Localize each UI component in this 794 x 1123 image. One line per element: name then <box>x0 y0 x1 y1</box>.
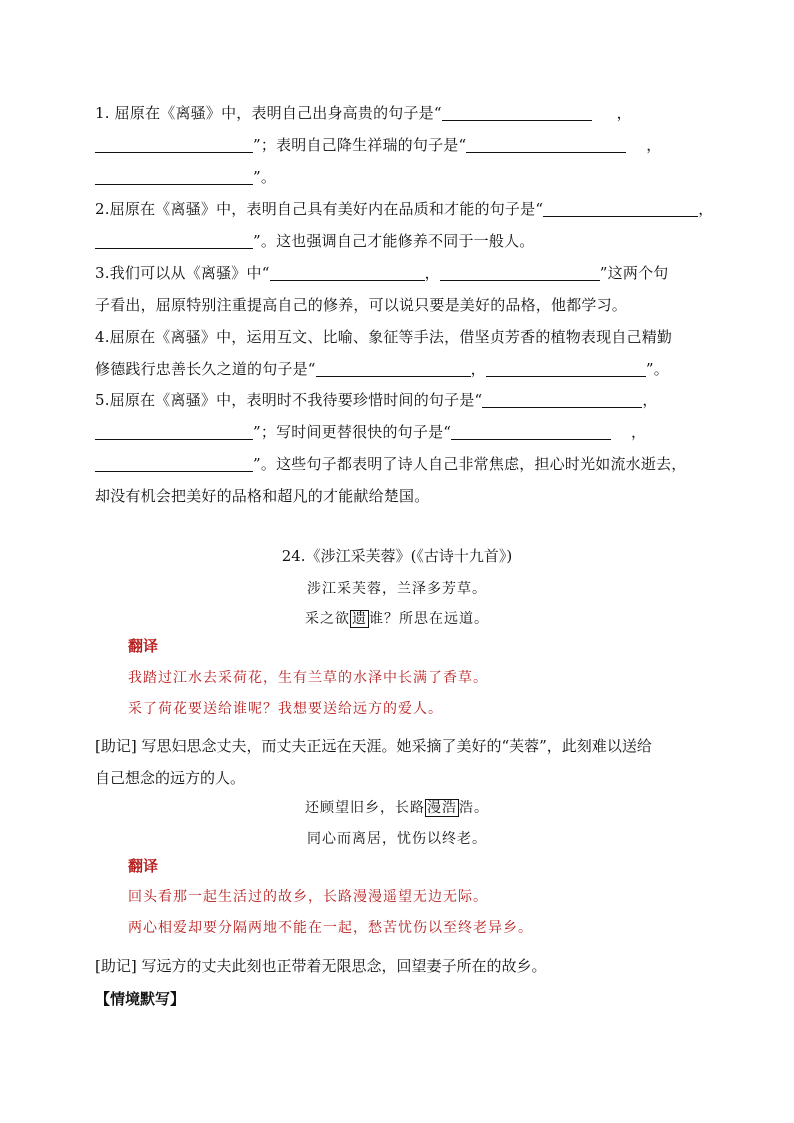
question-3-line-2: 子看出，屈原特别注重提高自己的修养，可以说只要是美好的品格，他都学习。 <box>95 296 628 314</box>
translation-line: 采了荷花要送给谁呢？我想要送给远方的爱人。 <box>128 701 443 717</box>
translation-label: 翻译 <box>128 637 159 655</box>
question-5 <box>95 384 705 512</box>
highlighted-word: 遗 <box>352 611 367 627</box>
question-1-line-1: 1. 屈原在《离骚》中，表明自己出身高贵的句子是“ ， <box>95 104 632 122</box>
translation-line: 我踏过江水去采荷花，生有兰草的水泽中长满了香草。 <box>128 670 488 686</box>
poem-line: 采之欲 遗 谁？所思在远道。 <box>305 611 489 627</box>
question-5-line-2: ”；写时间更替很快的句子是“ ， <box>95 416 705 448</box>
highlighted-word: 漫浩 <box>427 800 457 816</box>
answer-blank[interactable] <box>442 102 592 121</box>
answer-blank[interactable] <box>440 262 600 281</box>
answer-blank[interactable] <box>95 421 253 440</box>
poem-line: 涉江采芙蓉，兰泽多芳草。 <box>307 581 487 597</box>
answer-blank[interactable] <box>95 166 253 185</box>
question-1 <box>95 97 705 193</box>
question-3-line-1: 3.我们可以从《离骚》中“ ， ”这两个句 <box>95 264 669 282</box>
poem-line: 同心而离居，忧伤以终老。 <box>307 831 487 847</box>
question-5-line-1: 5.屈原在《离骚》中，表明时不我待要珍惜时间的句子是“ ， <box>95 391 658 409</box>
answer-blank[interactable] <box>95 230 253 249</box>
answer-blank[interactable] <box>466 134 626 153</box>
poem-line: 还顾望旧乡，长路 漫浩 浩。 <box>305 800 489 816</box>
answer-blank[interactable] <box>451 421 611 440</box>
answer-blank[interactable] <box>95 453 253 472</box>
question-1-line-3: ”。 <box>95 161 705 193</box>
translation-label: 翻译 <box>128 857 159 875</box>
question-1-line-2: ”；表明自己降生祥瑞的句子是“ ， <box>95 129 705 161</box>
question-2 <box>95 193 714 257</box>
translation-line: 两心相爱却要分隔两地不能在一起，愁苦忧伤以至终老异乡。 <box>128 920 533 936</box>
mnemonic-note: [助记] 写思妇思念丈夫，而丈夫正远在天涯。她采摘了美好的“芙蓉”，此刻难以送给 自己想念的远方的人。 <box>95 737 652 787</box>
question-2-line-1: 2.屈原在《离骚》中，表明自己具有美好内在品质和才能的句子是“ ， <box>95 200 714 218</box>
question-4 <box>95 321 705 385</box>
answer-blank[interactable] <box>486 358 646 377</box>
question-4-line-1: 4.屈原在《离骚》中，运用互文、比喻、象征等手法，借坚贞芳香的植物表现自己精勤 <box>95 328 673 346</box>
answer-blank[interactable] <box>270 262 425 281</box>
answer-blank[interactable] <box>543 198 698 217</box>
question-3 <box>95 257 705 321</box>
answer-blank[interactable] <box>482 389 642 408</box>
question-5-line-3: ”。这些句子都表明了诗人自己非常焦虑，担心时光如流水逝去， <box>95 448 705 480</box>
section-heading: 【情境默写】 <box>95 990 186 1008</box>
question-4-line-2: 修德践行忠善长久之道的句子是“ ， ”。 <box>95 360 669 378</box>
answer-blank[interactable] <box>95 134 253 153</box>
mnemonic-note: [助记] 写远方的丈夫此刻也正带着无限思念，回望妻子所在的故乡。 <box>95 957 547 975</box>
poem-title: 24.《涉江采芙蓉》(《古诗十九首》) <box>281 547 513 565</box>
translation-line: 回头看那一起生活过的故乡，长路漫漫遥望无边无际。 <box>128 889 488 905</box>
question-5-line-4: 却没有机会把美好的品格和超凡的才能献给楚国。 <box>95 487 430 505</box>
question-2-line-2: ”。这也强调自己才能修养不同于一般人。 <box>95 225 705 257</box>
answer-blank[interactable] <box>316 358 471 377</box>
